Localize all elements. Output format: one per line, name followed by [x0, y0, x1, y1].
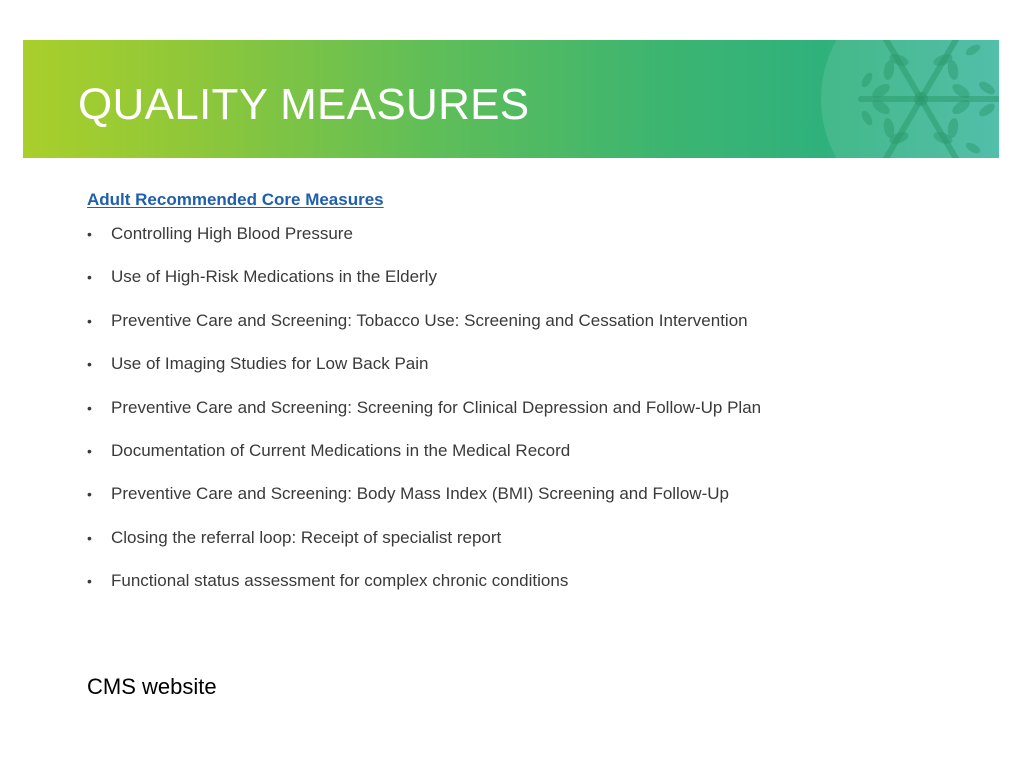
list-item: [87, 439, 947, 482]
list-item: [87, 222, 947, 265]
title-banner: [23, 40, 999, 158]
list-item: [87, 396, 947, 439]
measures-list: [87, 222, 947, 613]
measures-section: [87, 188, 947, 613]
list-item: [87, 569, 947, 612]
list-item-text: Preventive Care and Screening: Body Mass Index (BMI) Screening and Follow-Up: [111, 484, 729, 504]
list-item: [87, 482, 947, 525]
snowflake-decoration-icon: [801, 40, 999, 158]
slide-title: QUALITY MEASURES: [78, 80, 530, 129]
list-item-text: Use of Imaging Studies for Low Back Pain: [111, 354, 429, 374]
bullet-icon: •: [87, 226, 92, 242]
bullet-icon: •: [87, 312, 92, 329]
list-item-text: Functional status assessment for complex chronic conditions: [111, 571, 569, 591]
list-item-text: Use of High-Risk Medications in the Elderly: [111, 267, 437, 287]
bullet-icon: •: [87, 442, 92, 459]
bullet-icon: •: [87, 269, 92, 286]
bullet-icon: •: [87, 399, 92, 416]
list-item-text: Closing the referral loop: Receipt of specialist report: [111, 527, 502, 547]
bullet-icon: •: [87, 486, 92, 503]
list-item: [87, 265, 947, 308]
list-item: [87, 526, 947, 569]
list-item-text: Preventive Care and Screening: Tobacco Use: Screening and Cessation Intervention: [111, 310, 748, 330]
list-item: [87, 352, 947, 395]
source-caption: CMS website: [87, 674, 217, 699]
bullet-icon: •: [87, 573, 92, 590]
list-item-text: Preventive Care and Screening: Screening for Clinical Depression and Follow-Up Plan: [111, 397, 762, 417]
section-heading-link[interactable]: Adult Recommended Core Measures: [87, 190, 384, 209]
list-item: [87, 309, 947, 352]
bullet-icon: •: [87, 529, 92, 546]
bullet-icon: •: [87, 356, 92, 373]
list-item-text: Controlling High Blood Pressure: [111, 224, 353, 243]
list-item-text: Documentation of Current Medications in the Medical Record: [111, 440, 571, 460]
